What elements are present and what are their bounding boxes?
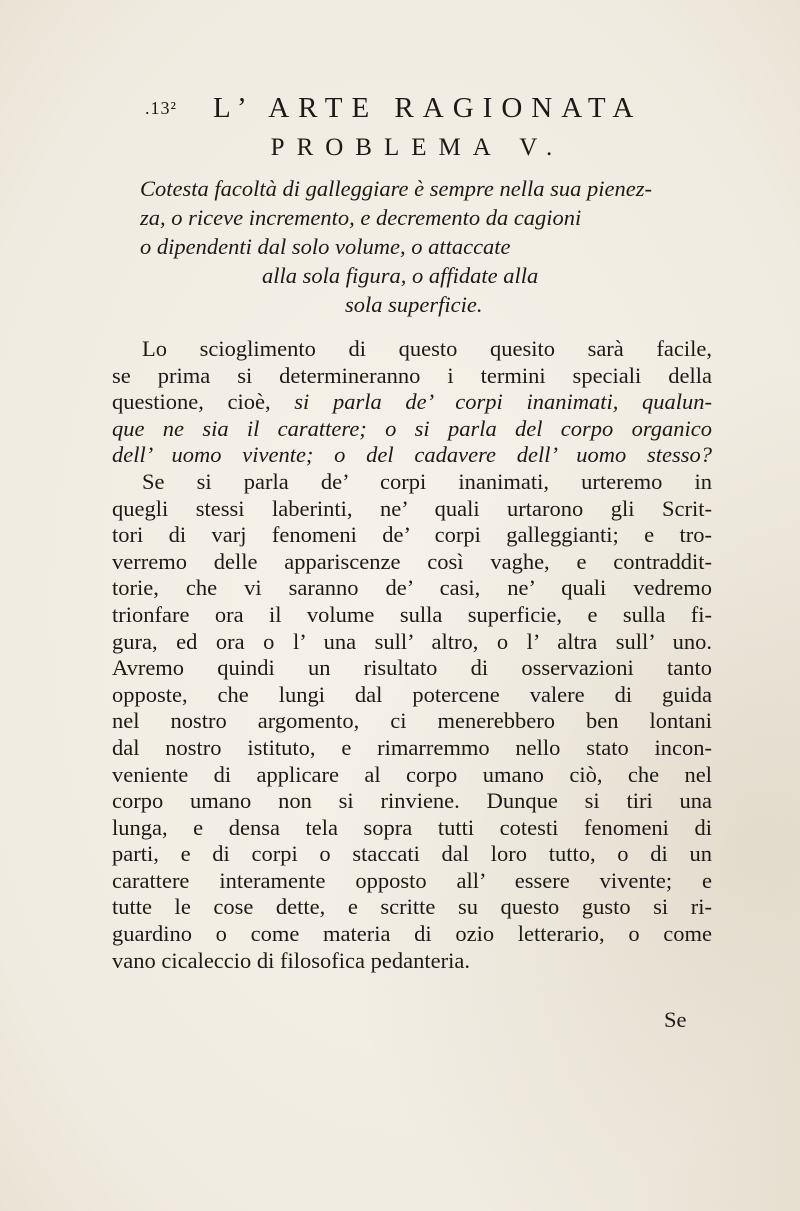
body-line (112, 363, 712, 390)
text-segment: Se si parla de’ corpi inanimati, urteremo in (142, 468, 712, 494)
body-line (112, 868, 712, 895)
text-segment: guardino o come materia di ozio letterario, o come (112, 921, 712, 947)
body-text (112, 336, 712, 974)
body-line (112, 629, 712, 656)
body-line (112, 389, 712, 416)
text-segment: torie, che vi saranno de’ casi, ne’ quali vedremo (112, 575, 712, 601)
problem-statement-line: alla sola figura, o affidate alla (262, 263, 539, 288)
body-line (112, 894, 712, 921)
text-segment: veniente di applicare al corpo umano ciò, che nel (112, 761, 712, 787)
text-segment: carattere interamente opposto all’ essere vivente; e (112, 867, 712, 893)
text-segment: Avremo quindi un risultato di osservazioni tanto (112, 655, 712, 681)
text-segment: corpo umano non si rinviene. Dunque si tiri una (112, 788, 712, 814)
text-segment: tutte le cose dette, e scritte su questo gusto si ri- (112, 894, 712, 920)
text-segment: tori di varj fenomeni de’ corpi galleggianti; e tro- (112, 522, 712, 548)
problem-statement-line: sola superficie. (345, 292, 483, 317)
problem-statement (140, 174, 720, 319)
problem-statement-line: Cotesta facoltà di galleggiare è sempre nella sua pienez- (140, 176, 652, 201)
text-segment: se prima si determineranno i termini speciali della (112, 362, 712, 388)
text-segment: Lo scioglimento di questo quesito sarà facile, (142, 336, 712, 361)
body-line (112, 921, 712, 948)
running-head (145, 92, 705, 126)
problem-heading: PROBLEMA V. (270, 134, 565, 161)
body-line (112, 575, 712, 602)
italic-text: que ne sia il carattere; o si parla del corpo organico (112, 415, 712, 441)
body-line (112, 655, 712, 682)
body-line (112, 469, 712, 496)
text-segment: dal nostro istituto, e rimarremmo nello stato incon- (112, 734, 712, 760)
body-line (112, 948, 712, 975)
body-line (112, 602, 712, 629)
body-line (112, 442, 712, 469)
body-line (112, 762, 712, 789)
body-line (112, 416, 712, 443)
text-segment: gura, ed ora o l’ una sull’ altro, o l’ altra sull’ uno. (112, 628, 712, 654)
text-segment: questione, cioè, (112, 389, 295, 415)
page-number: .13² (145, 98, 177, 118)
text-segment: vano cicaleccio di filosofica pedanteria. (112, 947, 470, 973)
text-segment: quegli stessi laberinti, ne’ quali urtarono gli Scrit- (112, 495, 712, 521)
body-line (112, 815, 712, 842)
italic-text: si parla de’ corpi inanimati, qualun- (294, 389, 712, 415)
text-segment: nel nostro argomento, ci menerebbero ben lontani (112, 708, 712, 734)
body-line (112, 522, 712, 549)
body-line (112, 549, 712, 576)
text-segment: trionfare ora il volume sulla superficie, e sulla fi- (112, 601, 712, 627)
text-segment: parti, e di corpi o staccati dal loro tutto, o di un (112, 841, 712, 867)
italic-text: dell’ uomo vivente; o del cadavere dell’ uomo stesso? (112, 442, 712, 468)
body-line (112, 336, 712, 363)
running-title: L’ ARTE RAGIONATA (213, 92, 643, 124)
catchword: Se (664, 1007, 687, 1032)
problem-statement-line: o dipendenti dal solo volume, o attaccate (140, 234, 511, 259)
text-segment: opposte, che lungi dal potercene valere di guida (112, 681, 712, 707)
body-line (112, 682, 712, 709)
body-line (112, 496, 712, 523)
text-segment: verremo delle appariscenze così vaghe, e contraddit- (112, 548, 712, 574)
body-line (112, 735, 712, 762)
body-line (112, 788, 712, 815)
body-line (112, 841, 712, 868)
text-segment: lunga, e densa tela sopra tutti cotesti fenomeni di (112, 814, 712, 840)
body-line (112, 708, 712, 735)
problem-statement-line: za, o riceve incremento, e decremento da cagioni (140, 205, 582, 230)
